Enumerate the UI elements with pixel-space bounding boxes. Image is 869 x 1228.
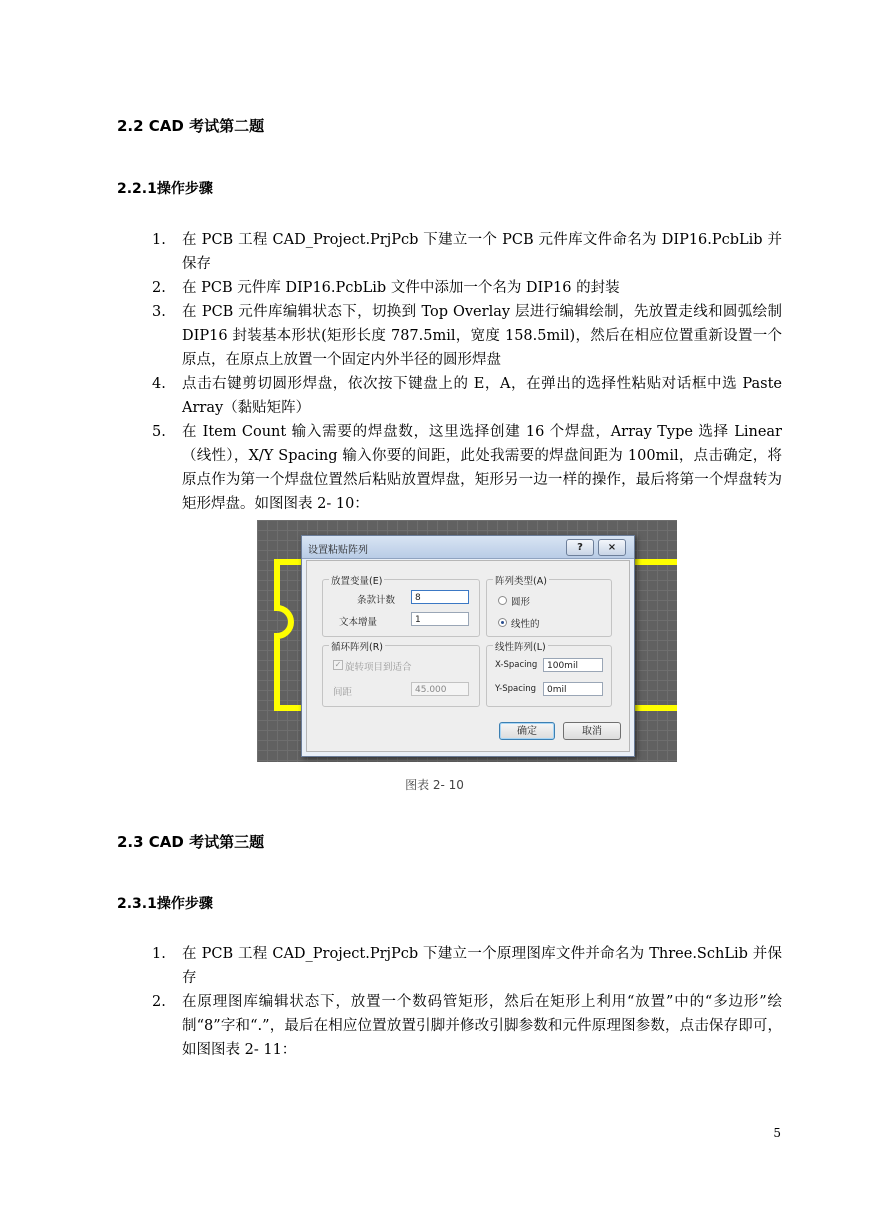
y-spacing-input[interactable]: 0mil: [543, 682, 603, 696]
array-type-group: 阵列类型(A) 圆形 线性的: [486, 579, 612, 637]
section-title-2-2: 2.2 CAD 考试第二题: [117, 117, 265, 135]
rotate-label: 旋转项目到适合: [345, 662, 412, 673]
paste-array-dialog: [301, 535, 635, 757]
array-type-linear-label: 线性的: [511, 619, 540, 630]
steps-list-2-3: [152, 942, 782, 1062]
item-count-label: 条款计数: [357, 595, 396, 606]
placement-variables-group: 放置变量(E) 条款计数 8 文本增量 1: [322, 579, 480, 637]
section-title-2-3: 2.3 CAD 考试第三题: [117, 833, 265, 851]
rotate-checkbox[interactable]: ✓: [334, 660, 342, 669]
x-spacing-label: X-Spacing: [495, 660, 538, 670]
y-spacing-label: Y-Spacing: [495, 684, 537, 694]
item-count-input[interactable]: 8: [411, 590, 469, 604]
subsection-title-2-3-1: 2.3.1操作步骤: [117, 896, 213, 912]
dialog-title: 设置粘贴阵列: [308, 545, 368, 556]
steps-list-2-2: [152, 228, 782, 516]
list-item: 2. 在 PCB 元件库 DIP16.PcbLib 文件中添加一个名为 DIP16 的封装: [152, 280, 620, 296]
list-item: 1. 在 PCB 工程 CAD_Project.PrjPcb 下建立一个原理图库文件并命名为 Three.SchLib 并保存: [152, 946, 782, 986]
list-item: 5. 在 Item Count 输入需要的焊盘数，这里选择创建 16 个焊盘，Array Type 选择 Linear（线性），X/Y Spacing 输入你要的间距，此处我需要的焊盘间距为 100mil，点击确定，将原点作为第一个焊盘位置然后粘贴放置焊盘，矩形另一边一样的操作，最后将第一个焊盘转为矩形焊盘。如图图表 2- 10：: [152, 424, 782, 512]
page-number: 5: [773, 1126, 781, 1140]
dialog-titlebar: [302, 536, 634, 559]
linear-array-group: 线性阵列(L) X-Spacing 100mil Y-Spacing 0mil: [486, 645, 612, 707]
ok-button[interactable]: 确定: [499, 722, 555, 740]
array-type-linear-radio[interactable]: [498, 618, 507, 627]
x-spacing-input[interactable]: 100mil: [543, 658, 603, 672]
list-item: 4. 点击右键剪切圆形焊盘，依次按下键盘上的 E，A，在弹出的选择性粘贴对话框中选 Paste Array（黏贴矩阵）: [152, 376, 782, 416]
spacing-input[interactable]: 45.000: [411, 682, 469, 696]
list-item: 2. 在原理图库编辑状态下，放置一个数码管矩形，然后在矩形上利用“放置”中的“多边形”绘制“8”字和“.”，最后在相应位置放置引脚并修改引脚参数和元件原理图参数，点击保存即可，如图图表 2- 11：: [152, 994, 782, 1058]
subsection-title-2-2-1: 2.2.1操作步骤: [117, 181, 213, 197]
spacing-label: 间距: [333, 687, 353, 698]
text-increment-input[interactable]: 1: [411, 612, 469, 626]
list-item: 3. 在 PCB 元件库编辑状态下，切换到 Top Overlay 层进行编辑绘制，先放置走线和圆弧绘制 DIP16 封装基本形状(矩形长度 787.5mil，宽度 158.5mil)，然后在相应位置重新设置一个原点，在原点上放置一个固定内外半径的圆形焊盘: [152, 304, 782, 368]
text-increment-label: 文本增量: [339, 617, 378, 628]
cancel-button[interactable]: 取消: [563, 722, 621, 740]
circular-array-group: 循环阵列(R) ✓ 旋转项目到适合 间距 45.000: [322, 645, 480, 707]
figure-paste-array-dialog: [257, 520, 677, 762]
close-button[interactable]: ×: [598, 539, 626, 556]
figure-caption: 图表 2- 10: [405, 778, 464, 792]
dialog-body: [306, 560, 630, 752]
help-button[interactable]: ?: [566, 539, 594, 556]
array-type-circular-radio[interactable]: [498, 596, 507, 605]
list-item: 1. 在 PCB 工程 CAD_Project.PrjPcb 下建立一个 PCB 元件库文件命名为 DIP16.PcbLib 并保存: [152, 232, 782, 272]
array-type-circular-label: 圆形: [511, 597, 531, 608]
